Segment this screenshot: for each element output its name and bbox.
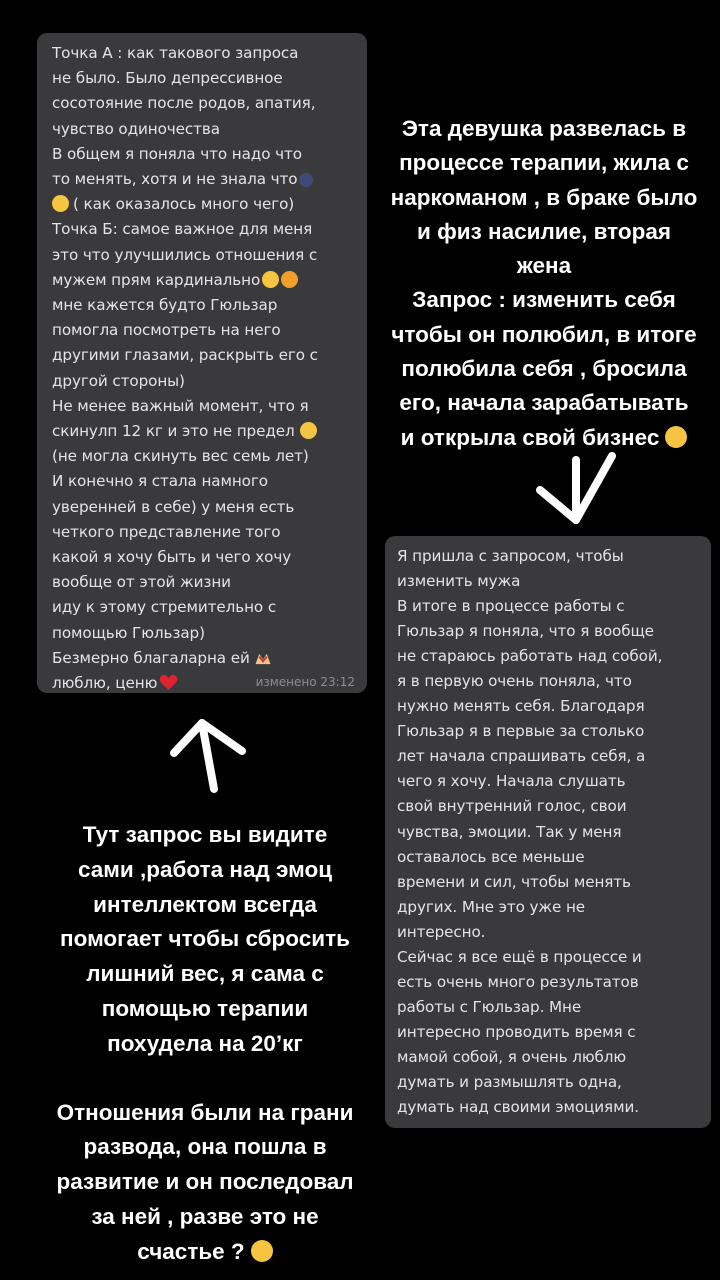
pleading-face-emoji-icon: [262, 271, 279, 288]
message-text: люблю, ценю: [52, 674, 158, 693]
caption-line: Запрос : изменить себя: [412, 287, 676, 313]
pleading-face-emoji-icon: [665, 426, 687, 448]
message-line: изменить мужа: [397, 572, 521, 591]
message-line: не было. Было депрессивное: [52, 69, 283, 88]
caption-line: полюбила себя , бросила: [401, 356, 687, 382]
caption-line: Отношения были на грани: [56, 1099, 354, 1125]
message-line-with-emoji: [52, 646, 357, 671]
caption-line: интеллектом всегда: [93, 891, 317, 917]
hand-drawn-arrow-down-icon: [528, 450, 618, 528]
grimacing-face-emoji-icon: [300, 422, 317, 439]
message-line: это что улучшились отношения с: [52, 245, 318, 264]
message-line: я в первую очень поняла, что: [397, 672, 632, 691]
message-line: работы с Гюльзар. Мне: [397, 997, 582, 1016]
message-line: другими глазами, раскрыть его с: [52, 346, 318, 365]
message-line: Сейчас я все ещё в процессе и: [397, 947, 642, 966]
caption-line: жена: [516, 253, 572, 279]
dark-moon-emoji-icon: [299, 173, 313, 187]
heart-eyes-emoji-icon: [281, 271, 298, 288]
caption-line: Эта девушка развелась в: [401, 116, 687, 141]
red-heart-emoji-icon: [159, 674, 178, 691]
caption-line-with-emoji: [20, 1235, 390, 1270]
caption-bottom: [20, 818, 390, 1270]
message-line: других. Мне это уже не: [397, 897, 586, 916]
message-text: Безмерно благаларна ей: [52, 648, 250, 667]
caption-line: помогает чтобы сбросить: [60, 926, 350, 952]
message-line: Гюльзар я поняла, что я вообще: [397, 622, 654, 641]
message-line: думать и размышлять одна,: [397, 1072, 622, 1091]
message-line: В итоге в процессе работы с: [397, 597, 625, 616]
message-line: времени и сил, чтобы менять: [397, 872, 631, 891]
message-line: Точка А : как такового запроса: [52, 44, 299, 62]
message-line: мне кажется будто Гюльзар: [52, 296, 278, 315]
caption-line: развитие и он последовал: [56, 1169, 354, 1195]
caption-line: за ней , разве это не: [91, 1203, 319, 1229]
message-line: Гюльзар я в первые за столько: [397, 722, 645, 741]
message-line: интересно.: [397, 922, 486, 941]
heart-hands-emoji-icon: [253, 651, 273, 666]
caption-line: процессе терапии, жила с: [399, 150, 689, 176]
message-line: свой внутренний голос, свои: [397, 797, 627, 816]
message-line: чего я хочу. Начала слушать: [397, 772, 626, 791]
message-line: оставалось все меньше: [397, 847, 585, 866]
left-message-bubble: [37, 33, 367, 693]
caption-line: и физ насилие, вторая: [416, 218, 671, 244]
message-line-with-emoji: [52, 167, 357, 192]
caption-line: лишний вес, я сама с: [86, 961, 324, 987]
message-line: Не менее важный момент, что я: [52, 396, 309, 415]
message-line-with-emoji: [52, 192, 357, 217]
message-line: мамой собой, я очень люблю: [397, 1047, 627, 1066]
message-line-with-emoji: [52, 419, 357, 444]
message-line: помогла посмотреть на него: [52, 321, 281, 340]
message-line: чувство одиночества: [52, 119, 220, 138]
message-line: другой стороны): [52, 371, 185, 390]
message-line: И конечно я стала намного: [52, 472, 268, 491]
message-edited-timestamp: изменено 23:12: [255, 675, 355, 689]
caption-spacer: [20, 1062, 390, 1096]
message-line: есть очень много результатов: [397, 972, 639, 991]
caption-text: счастье ?: [137, 1238, 245, 1264]
message-line: уверенней в себе) у меня есть: [52, 497, 295, 516]
message-line: четкого представление того: [52, 522, 281, 541]
message-line: нужно менять себя. Благодаря: [397, 697, 645, 716]
caption-right: [368, 112, 720, 455]
message-text: скинулп 12 кг и это не предел: [52, 422, 295, 441]
caption-line: сами ,работа над эмоц: [77, 856, 333, 882]
caption-line: наркоманом , в браке было: [390, 184, 698, 210]
caption-line: похудела на 20’кг: [107, 1030, 303, 1056]
caption-text: и открыла свой бизнес: [400, 424, 660, 450]
message-line: сосотояние после родов, апатия,: [52, 94, 316, 113]
message-line: интересно проводить время с: [397, 1022, 636, 1041]
message-text: ( как оказалось много чего): [73, 195, 295, 214]
message-line: (не могла скинуть вес семь лет): [52, 447, 309, 466]
message-line: не стараюсь работать над собой,: [397, 647, 663, 666]
caption-line: помощью терапии: [101, 995, 309, 1021]
message-line: Я пришла с запросом, чтобы: [397, 547, 624, 565]
hand-drawn-arrow-up-icon: [168, 713, 250, 795]
message-line: какой я хочу быть и чего хочу: [52, 548, 292, 567]
caption-line: развода, она пошла в: [83, 1134, 327, 1160]
shocked-face-emoji-icon: [52, 195, 69, 212]
message-line: думать над своими эмоциями.: [397, 1098, 639, 1117]
message-text: то менять, хотя и не знала что: [52, 170, 298, 189]
message-line: лет начала спрашивать себя, а: [397, 747, 646, 766]
caption-line: чтобы он полюбил, в итоге: [391, 321, 697, 347]
message-line-with-emoji: [52, 268, 357, 293]
caption-line: его, начала зарабатывать: [399, 390, 689, 416]
message-line: Точка Б: самое важное для меня: [52, 220, 313, 239]
caption-line: Тут запрос вы видите: [82, 822, 328, 847]
message-line: иду к этому стремительно с: [52, 598, 277, 617]
message-line: вообще от этой жизни: [52, 573, 231, 592]
message-line: чувства, эмоции. Так у меня: [397, 822, 622, 841]
right-message-bubble: [385, 536, 711, 1128]
message-line: помощью Гюльзар): [52, 623, 205, 642]
message-text: мужем прям кардинально: [52, 270, 261, 289]
message-line: В общем я поняла что надо что: [52, 144, 302, 163]
smiling-tear-emoji-icon: [251, 1240, 273, 1262]
